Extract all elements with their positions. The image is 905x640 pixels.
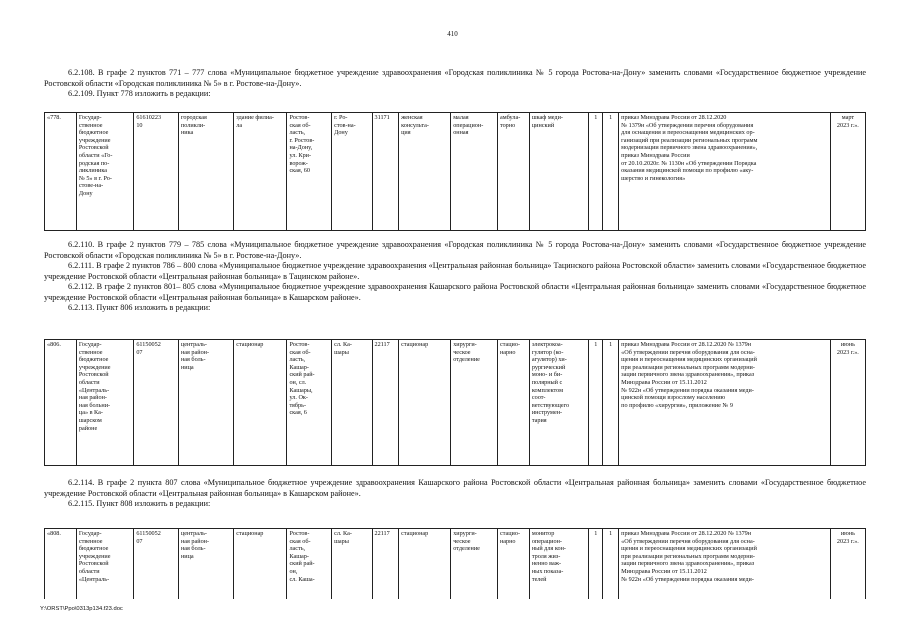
cell-facility-type: централь- ная район- ная боль- ница bbox=[178, 340, 233, 466]
cell-building: стационар bbox=[234, 340, 287, 466]
cell-code: 61150052 07 bbox=[134, 529, 179, 599]
paragraph-6-2-112: 6.2.112. В графе 2 пунктов 801– 805 слова «Муниципальное бюджетное учреждение здравоохранения Кашарского района Ростовской области «Центральная районная больница» заменить словами «Государственное бюджетное учреждение Ростовской области «Центральная районная больница» в Кашарском районе». bbox=[44, 282, 866, 302]
cell-locality-code: 31171 bbox=[372, 113, 399, 231]
table-row bbox=[45, 529, 866, 599]
paragraph-6-2-113: 6.2.113. Пункт 806 изложить в редакции: bbox=[68, 303, 211, 312]
cell-locality: сл. Ка- шары bbox=[332, 340, 372, 466]
cell-equipment: электрокоа- гулятор (ко- агулятор) хи- рургический моно- и би- полярный с комплектом соот- ветствующего инструмен- тария bbox=[529, 340, 589, 466]
cell-qty-1: 1 bbox=[589, 529, 603, 599]
cell-code: 61610223 10 bbox=[134, 113, 179, 231]
cell-facility-type: городская поликли- ника bbox=[178, 113, 233, 231]
table-row bbox=[45, 113, 866, 231]
paragraph-block-3 bbox=[44, 478, 866, 510]
cell-number: «808. bbox=[45, 529, 77, 599]
cell-department: хирурги- ческое отделение bbox=[451, 529, 498, 599]
cell-locality: г. Ро- стов-на- Дону bbox=[332, 113, 372, 231]
cell-equipment: шкаф меди- цинский bbox=[529, 113, 589, 231]
cell-care-form: стацио- нарно bbox=[497, 529, 529, 599]
cell-organization: Государ- ственное бюджетное учреждение Ростовской области «Го- родская по- ликлиника № 5» в г. Ро- стове-на- Дону bbox=[76, 113, 133, 231]
cell-date: июнь 2023 г.». bbox=[830, 340, 865, 466]
cell-qty-1: 1 bbox=[589, 340, 603, 466]
cell-date: июнь 2023 г.». bbox=[830, 529, 865, 599]
paragraph-6-2-111: 6.2.111. В графе 2 пунктов 786 – 800 слова «Муниципальное бюджетное учреждение здравоохранения «Центральная районная больница» Тацинского района Ростовской области» заменить словами «Государственное бюджетное учреждение Ростовской области «Центральная районная больница» в Тацинском районе». bbox=[44, 261, 866, 281]
cell-building: стационар bbox=[234, 529, 287, 599]
paragraph-6-2-115: 6.2.115. Пункт 808 изложить в редакции: bbox=[68, 499, 211, 508]
paragraph-6-2-108: 6.2.108. В графе 2 пунктов 771 – 777 слова «Муниципальное бюджетное учреждение здравоохранения «Городская поликлиника № 5 города Ростова-на-Дону» заменить словами «Государственное бюджетное учреждение Ростовской области «Городская поликлиника № 5» в г. Ростове-на-Дону». bbox=[44, 68, 866, 88]
cell-legal-basis: приказ Минздрава России от 28.12.2020 № 1379н «Об утверждении перечня оборудования для оснащения и переоснащения медицинских ор- ганизаций при реализации региональных программ модернизации первичного звена здравоохранения», приказ Минздрава России от 20.10.2020г. № 1130н «Об утверждении Порядка оказания медицинской помощи по профилю «аку- шерство и гинекология» bbox=[619, 113, 831, 231]
cell-care-form: стацио- нарно bbox=[497, 340, 529, 466]
table-row bbox=[45, 340, 866, 466]
file-path-footer: Y:\ORST\Ppo\0313p134.f23.doc bbox=[40, 606, 123, 612]
table-item-808 bbox=[44, 528, 866, 599]
cell-department: малая операцион- онная bbox=[451, 113, 498, 231]
paragraph-6-2-110: 6.2.110. В графе 2 пунктов 779 – 785 слова «Муниципальное бюджетное учреждение здравоохранения «Городская поликлиника № 5 города Ростова-на-Дону» заменить словами «Государственное бюджетное учреждение Ростовской области «Городская поликлиника № 5» в г. Ростове-на-Дону». bbox=[44, 240, 866, 260]
cell-locality-code: 22117 bbox=[372, 340, 399, 466]
cell-equipment: монитор операцион- ный для кон- троля жиз- ненно важ- ных показа- телей bbox=[529, 529, 589, 599]
cell-locality: сл. Ка- шары bbox=[332, 529, 372, 599]
table-item-778 bbox=[44, 112, 866, 231]
cell-care-form: амбула- торно bbox=[497, 113, 529, 231]
table-item-806 bbox=[44, 339, 866, 466]
paragraph-6-2-114: 6.2.114. В графе 2 пункта 807 слова «Муниципальное бюджетное учреждение здравоохранения Кашарского района Ростовской области «Центральная районная больница» заменить словами «Государственное бюджетное учреждение Ростовской области «Центральная районная больница» в Кашарском районе». bbox=[44, 478, 866, 498]
cell-legal-basis: приказ Минздрава России от 28.12.2020 № 1379н «Об утверждении перечня оборудования для осна- щения и переоснащения медицинских организаций при реализации региональных программ модерни- зации первичного звена здравоохранения», приказ Минздрава России от 15.11.2012 № 922н «Об утверждении порядка оказания меди- bbox=[619, 529, 831, 599]
cell-date: март 2023 г.». bbox=[830, 113, 865, 231]
cell-locality-code: 22117 bbox=[372, 529, 399, 599]
cell-facility-type: централь- ная район- ная боль- ница bbox=[178, 529, 233, 599]
cell-unit: женская консульта- ция bbox=[399, 113, 451, 231]
cell-organization: Государ- ственное бюджетное учреждение Ростовской области «Централь- bbox=[76, 529, 133, 599]
cell-building: здание филиа- ла bbox=[234, 113, 287, 231]
cell-number: «778. bbox=[45, 113, 77, 231]
cell-qty-2: 1 bbox=[603, 340, 619, 466]
cell-number: «806. bbox=[45, 340, 77, 466]
cell-legal-basis: приказ Минздрава России от 28.12.2020 № 1379н «Об утверждении перечня оборудования для осна- щения и переоснащения медицинских организаций при реализации региональных программ модерни- зации первичного звена здравоохранения», приказ Минздрава России от 15.11.2012 № 922н «Об утверждении порядка оказания меди- цинской помощи взрослому населению по профилю «хирургия», приложение № 9 bbox=[619, 340, 831, 466]
cell-address: Ростов- ская об- ласть, Кашар- ский рай- он, сл. Каша- bbox=[287, 529, 332, 599]
cell-unit: стационар bbox=[399, 529, 451, 599]
cell-qty-1: 1 bbox=[589, 113, 603, 231]
cell-organization: Государ- ственное бюджетное учреждение Ростовской области «Централь- ная район- ная больни- ца» в Ка- шарском районе bbox=[76, 340, 133, 466]
cell-unit: стационар bbox=[399, 340, 451, 466]
cell-qty-2: 1 bbox=[603, 113, 619, 231]
cell-department: хирурги- ческое отделение bbox=[451, 340, 498, 466]
page-number: 410 bbox=[447, 30, 458, 38]
cell-code: 61150052 07 bbox=[134, 340, 179, 466]
cell-address: Ростов- ская об- ласть, Кашар- ский рай- он, сл. Кашары, ул. Ок- тябрь- ская, 6 bbox=[287, 340, 332, 466]
paragraph-6-2-109: 6.2.109. Пункт 778 изложить в редакции: bbox=[68, 89, 211, 98]
paragraph-block-1 bbox=[44, 68, 866, 100]
paragraph-block-2 bbox=[44, 240, 866, 314]
cell-qty-2: 1 bbox=[603, 529, 619, 599]
cell-address: Ростов- ская об- ласть, г. Ростов- на-Дону, ул. Кри- ворож- ская, 60 bbox=[287, 113, 332, 231]
